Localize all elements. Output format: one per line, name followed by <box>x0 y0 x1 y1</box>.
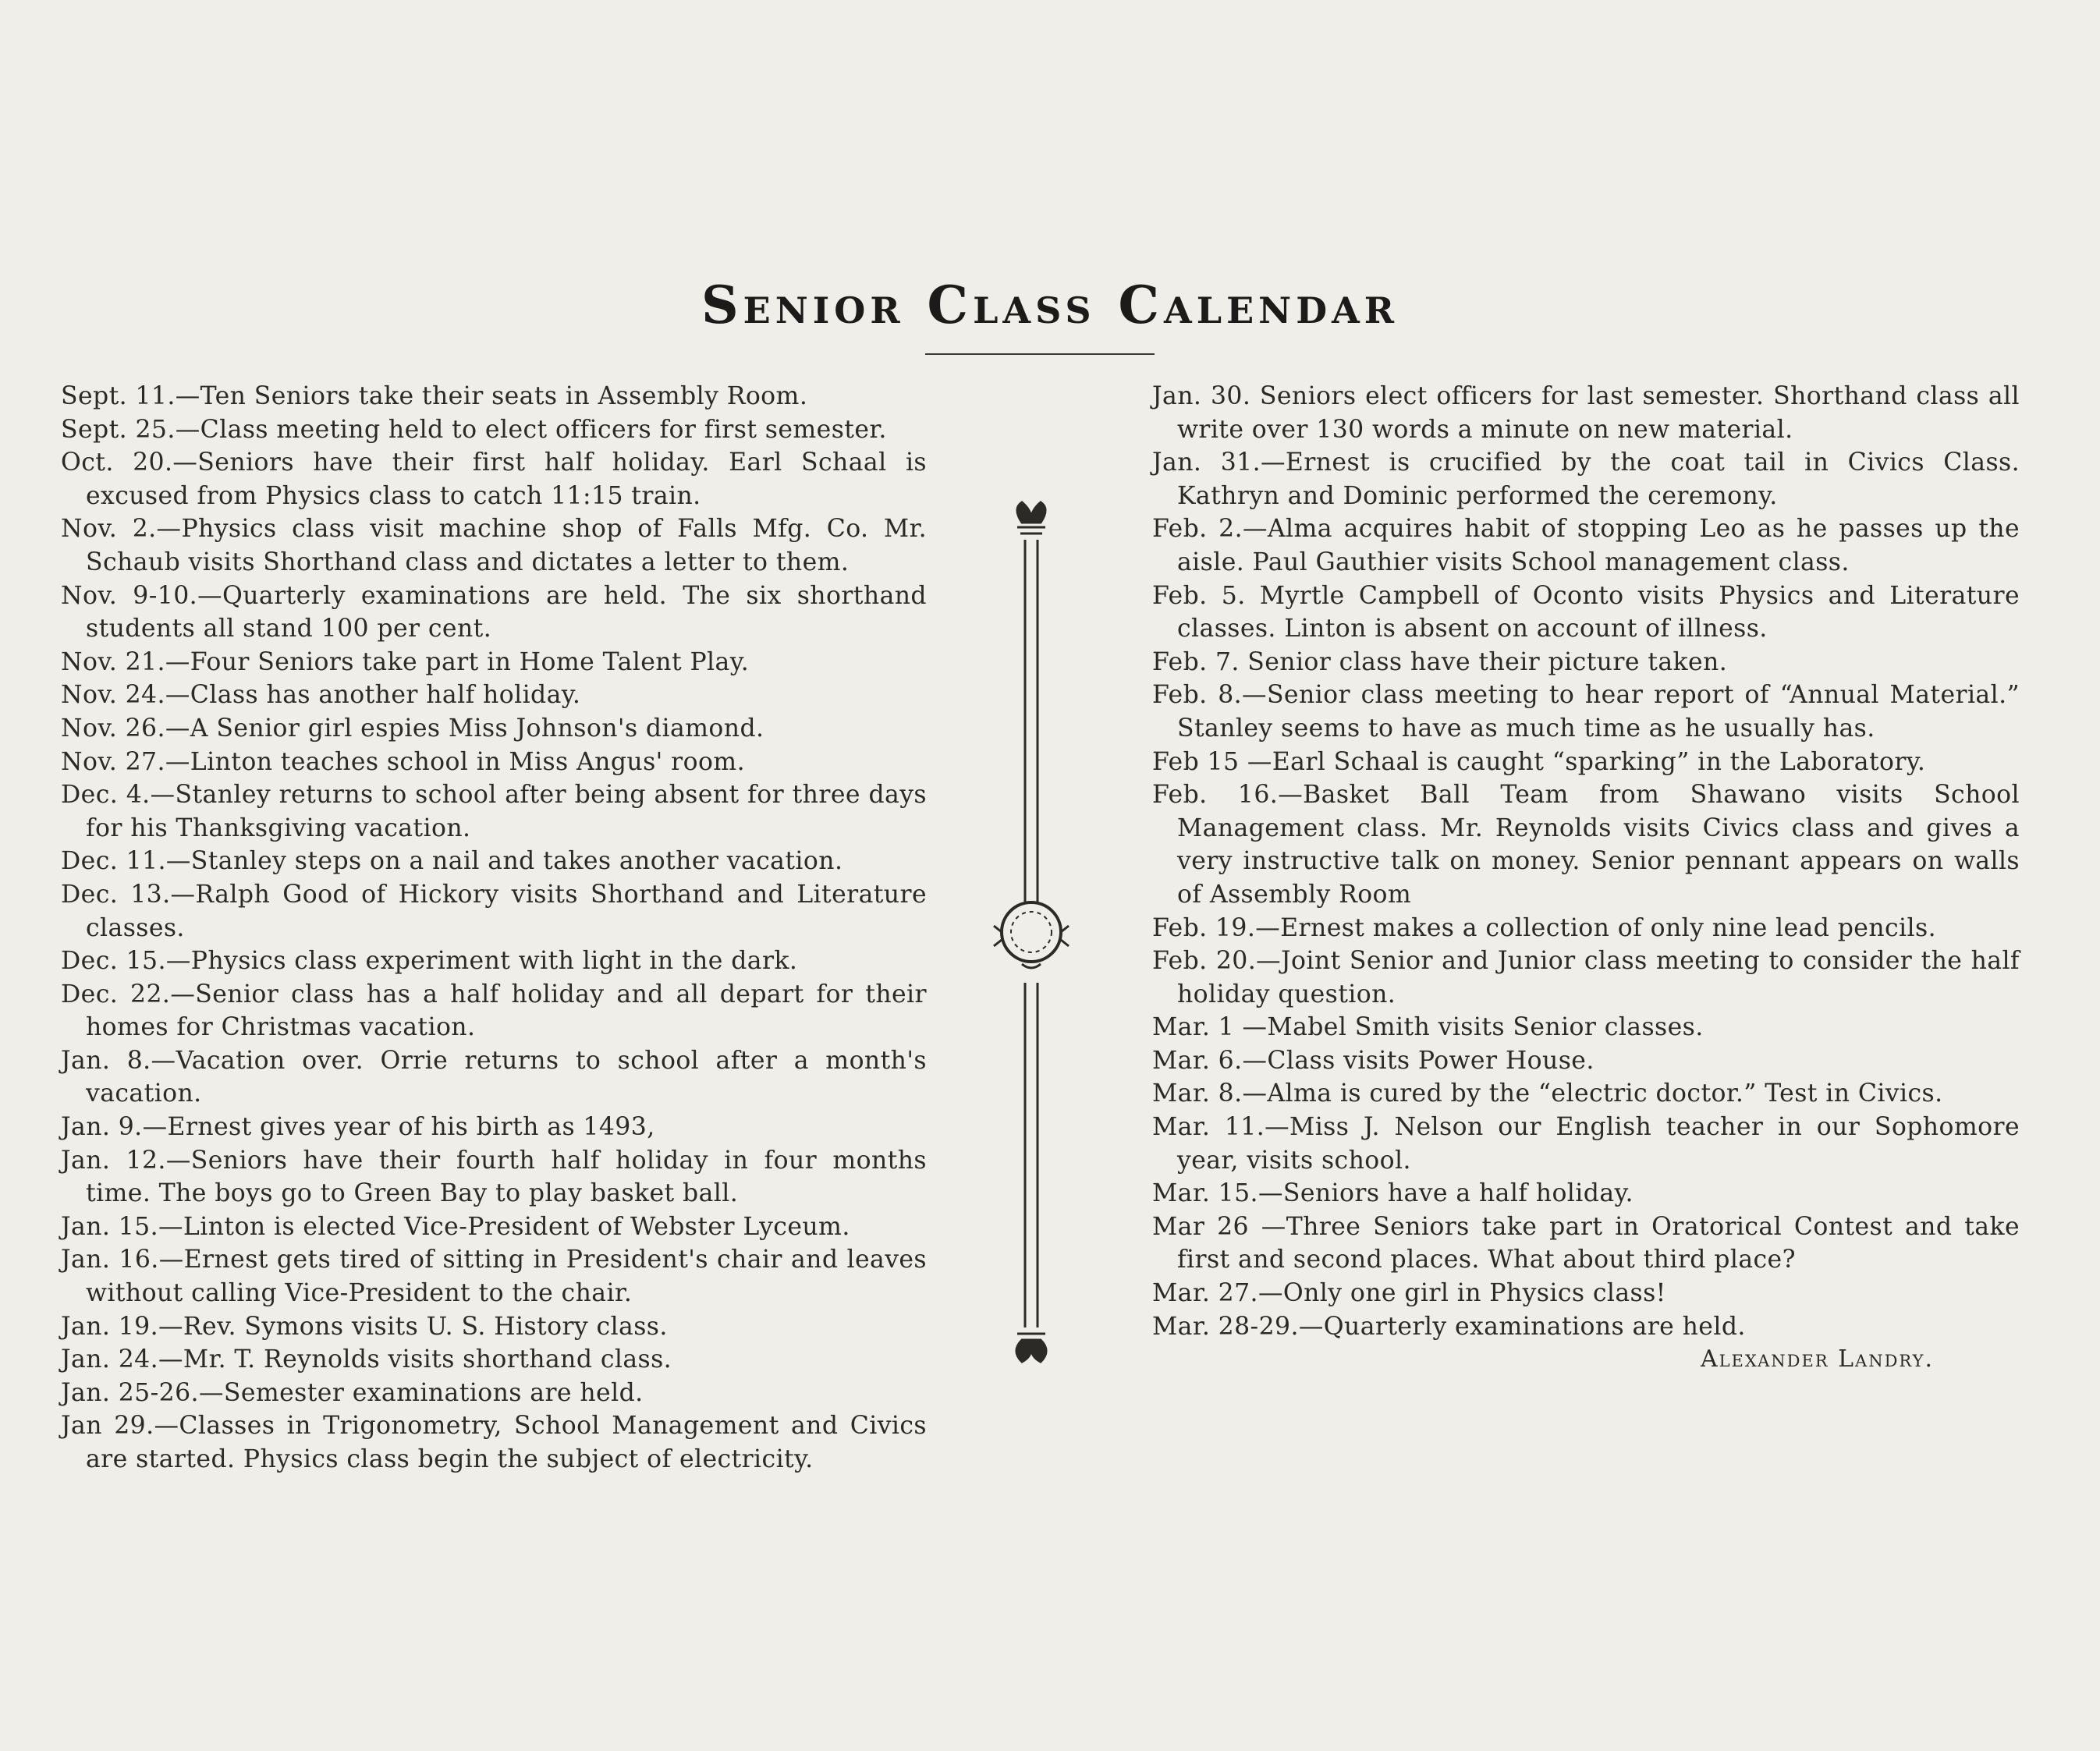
calendar-entry: Jan. 24.—Mr. T. Reynolds visits shorthand class. <box>61 1345 672 1374</box>
calendar-entry: Mar. 8.—Alma is cured by the “electric doctor.” Test in Civics. <box>1152 1079 1943 1108</box>
calendar-entry: Sept. 11.—Ten Seniors take their seats in Assembly Room. <box>61 382 808 410</box>
calendar-entry: Mar. 1 —Mabel Smith visits Senior classes. <box>1152 1013 1704 1042</box>
calendar-entry: Jan. 25-26.—Semester examinations are held. <box>61 1378 644 1407</box>
calendar-entry: Mar. 27.—Only one girl in Physics class! <box>1152 1279 1666 1308</box>
column-divider-ornament <box>984 499 1078 1377</box>
calendar-entry: Mar. 28-29.—Quarterly examinations are held. <box>1152 1312 1746 1341</box>
author-signature: Alexander Landry. <box>1700 1345 1934 1374</box>
calendar-entry: Jan. 15.—Linton is elected Vice-President of Webster Lyceum. <box>61 1212 850 1241</box>
calendar-entry: Jan. 8.—Vacation over. Orrie returns to school after a month's vacation. <box>61 1046 927 1108</box>
calendar-entry: Jan. 19.—Rev. Symons visits U. S. History class. <box>61 1312 668 1341</box>
calendar-entry: Sept. 25.—Class meeting held to elect officers for first semester. <box>61 415 887 444</box>
calendar-entry: Nov. 27.—Linton teaches school in Miss Angus' room. <box>61 747 745 776</box>
calendar-entry: Jan. 30. Seniors elect officers for last semester. Shorthand class all write over 130 words a minute on new material. <box>1152 382 2020 444</box>
calendar-entry: Nov. 24.—Class has another half holiday. <box>61 681 581 710</box>
calendar-entry: Feb. 8.—Senior class meeting to hear report of “Annual Material.” Stanley seems to have as much time as he usually has. <box>1152 681 2020 743</box>
calendar-entry: Feb. 19.—Ernest makes a collection of only nine lead pencils. <box>1152 913 1936 942</box>
calendar-entry: Jan. 9.—Ernest gives year of his birth as 1493, <box>61 1113 655 1142</box>
calendar-entry: Jan 29.—Classes in Trigonometry, School Management and Civics are started. Physics class begin the subject of electricity. <box>61 1412 927 1473</box>
page-title: Senior Class Calendar <box>701 275 1399 335</box>
calendar-entry: Nov. 21.—Four Seniors take part in Home Talent Play. <box>61 647 750 676</box>
calendar-entry: Nov. 9-10.—Quarterly examinations are held. The six shorthand students all stand 100 per cent. <box>61 581 927 643</box>
calendar-entry: Nov. 26.—A Senior girl espies Miss Johnson's diamond. <box>61 714 764 743</box>
calendar-entry: Feb. 5. Myrtle Campbell of Oconto visits Physics and Literature classes. Linton is absent on account of illness. <box>1152 581 2020 643</box>
calendar-entry: Oct. 20.—Seniors have their first half holiday. Earl Schaal is excused from Physics class to catch 11:15 train. <box>61 448 927 510</box>
calendar-entry: Jan. 12.—Seniors have their fourth half holiday in four months time. The boys go to Green Bay to play basket ball. <box>61 1146 927 1208</box>
calendar-entry: Jan. 31.—Ernest is crucified by the coat tail in Civics Class. Kathryn and Dominic performed the ceremony. <box>1152 448 2020 510</box>
title-underline <box>925 353 1155 355</box>
calendar-entry: Mar. 6.—Class visits Power House. <box>1152 1046 1595 1075</box>
calendar-entry: Mar. 15.—Seniors have a half holiday. <box>1152 1179 1634 1208</box>
calendar-entry: Dec. 22.—Senior class has a half holiday and all depart for their homes for Christmas vacation. <box>61 980 927 1042</box>
right-column <box>1152 380 2020 1377</box>
calendar-entry: Dec. 4.—Stanley returns to school after being absent for three days for his Thanksgiving vacation. <box>61 781 927 842</box>
calendar-entry: Nov. 2.—Physics class visit machine shop of Falls Mfg. Co. Mr. Schaub visits Shorthand class and dictates a letter to them. <box>61 515 927 576</box>
calendar-entry: Feb. 7. Senior class have their picture taken. <box>1152 647 1728 676</box>
calendar-entry: Mar. 11.—Miss J. Nelson our English teacher in our Sophomore year, visits school. <box>1152 1113 2020 1175</box>
calendar-entry: Jan. 16.—Ernest gets tired of sitting in President's chair and leaves without calling Vice-President to the chair. <box>61 1246 927 1308</box>
calendar-entry: Mar 26 —Three Seniors take part in Oratorical Contest and take first and second places. What about third place? <box>1152 1212 2020 1274</box>
calendar-entry: Dec. 13.—Ralph Good of Hickory visits Shorthand and Literature classes. <box>61 880 927 942</box>
left-column <box>61 380 927 1476</box>
calendar-entry: Feb. 2.—Alma acquires habit of stopping Leo as he passes up the aisle. Paul Gauthier visits School management class. <box>1152 515 2020 576</box>
calendar-entry: Dec. 11.—Stanley steps on a nail and takes another vacation. <box>61 847 843 876</box>
calendar-entry: Feb. 16.—Basket Ball Team from Shawano visits School Management class. Mr. Reynolds visits Civics class and gives a very instructive talk on money. Senior pennant appears on walls of Assembly Room <box>1152 781 2020 909</box>
calendar-entry: Feb. 20.—Joint Senior and Junior class meeting to consider the half holiday question. <box>1152 947 2020 1008</box>
calendar-entry: Dec. 15.—Physics class experiment with light in the dark. <box>61 947 798 976</box>
calendar-entry: Feb 15 —Earl Schaal is caught “sparking” in the Laboratory. <box>1152 747 1926 776</box>
